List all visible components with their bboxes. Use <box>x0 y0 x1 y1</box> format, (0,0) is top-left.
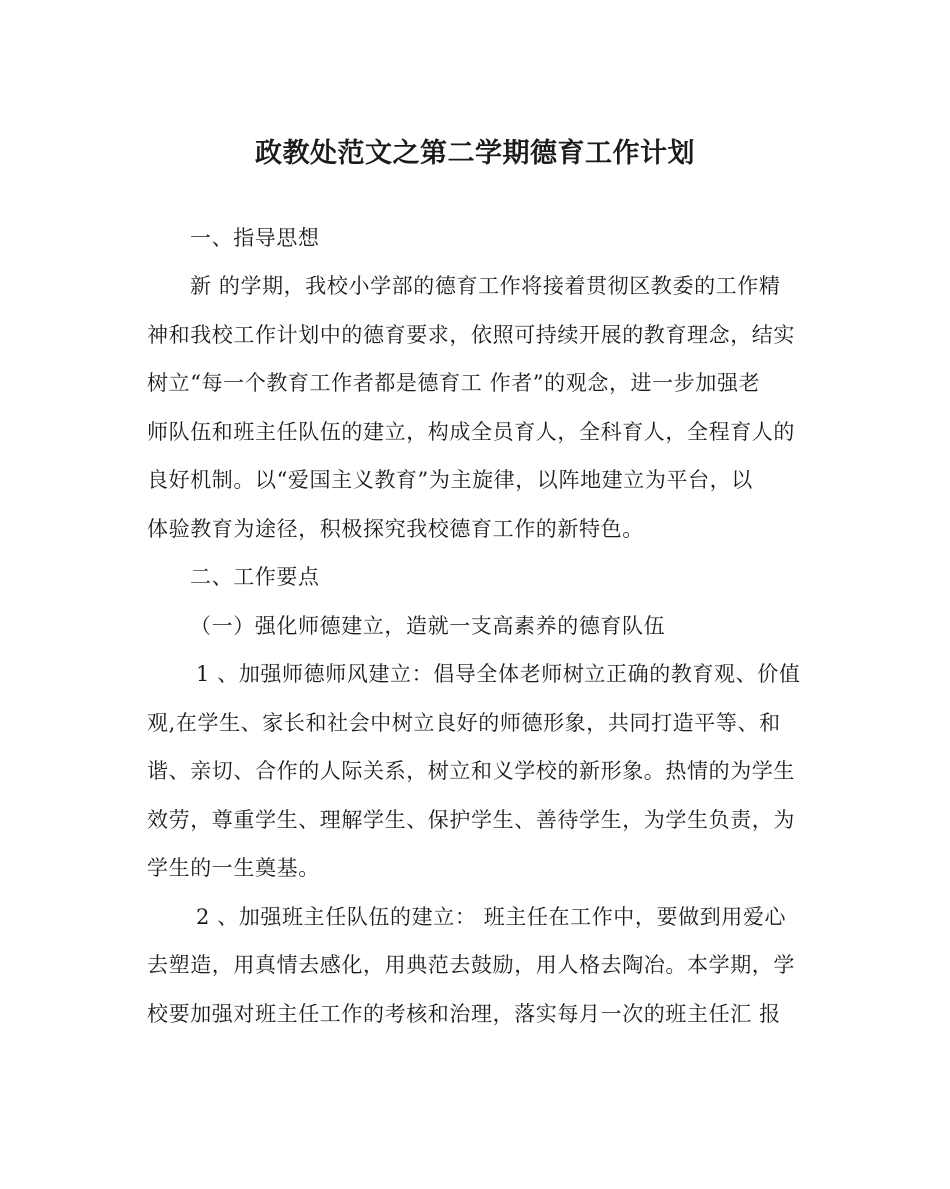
paragraph-line: 师队伍和班主任队伍的建立，构成全员育人，全科育人，全程育人的 <box>147 420 795 444</box>
paragraph-line: 学生的一生奠基。 <box>147 856 320 880</box>
paragraph-line: 良好机制。以“爱国主义教育”为主旋律，以阵地建立为平台，以 <box>147 468 753 492</box>
paragraph-line: 1 、加强师德师风建立：倡导全体老师树立正确的教育观、价值 <box>196 662 801 686</box>
paragraph-line: 谐、亲切、合作的人际关系，树立和义学校的新形象。热情的为学生 <box>147 759 795 783</box>
section-heading-work-points: 二、工作要点 <box>190 565 320 589</box>
paragraph-line: 体验教育为途径，积极探究我校德育工作的新特色。 <box>147 517 644 541</box>
subsection-heading: （一）强化师德建立，造就一支高素养的德育队伍 <box>190 614 666 638</box>
paragraph-line: 去塑造，用真情去感化，用典范去鼓励，用人格去陶冶。本学期，学 <box>147 953 795 977</box>
paragraph-line: 观,在学生、家长和社会中树立良好的师德形象，共同打造平等、和 <box>147 711 781 735</box>
paragraph-line: 神和我校工作计划中的德育要求，依照可持续开展的教育理念，结实 <box>147 323 795 347</box>
paragraph-line: 新 的学期，我校小学部的德育工作将接着贯彻区教委的工作精 <box>190 274 781 298</box>
paragraph-line: 树立“每一个教育工作者都是德育工 作者”的观念，进一步加强老 <box>147 371 761 395</box>
page-title: 政教处范文之第二学期德育工作计划 <box>255 138 695 169</box>
paragraph-line: 2 、加强班主任队伍的建立： 班主任在工作中，要做到用爱心 <box>196 905 787 929</box>
paragraph-line: 效劳，尊重学生、理解学生、保护学生、善待学生，为学生负责，为 <box>147 808 795 832</box>
section-heading-guiding-ideology: 一、指导思想 <box>190 226 320 250</box>
paragraph-line: 校要加强对班主任工作的考核和治理，落实每月一次的班主任汇 报 <box>147 1002 781 1026</box>
